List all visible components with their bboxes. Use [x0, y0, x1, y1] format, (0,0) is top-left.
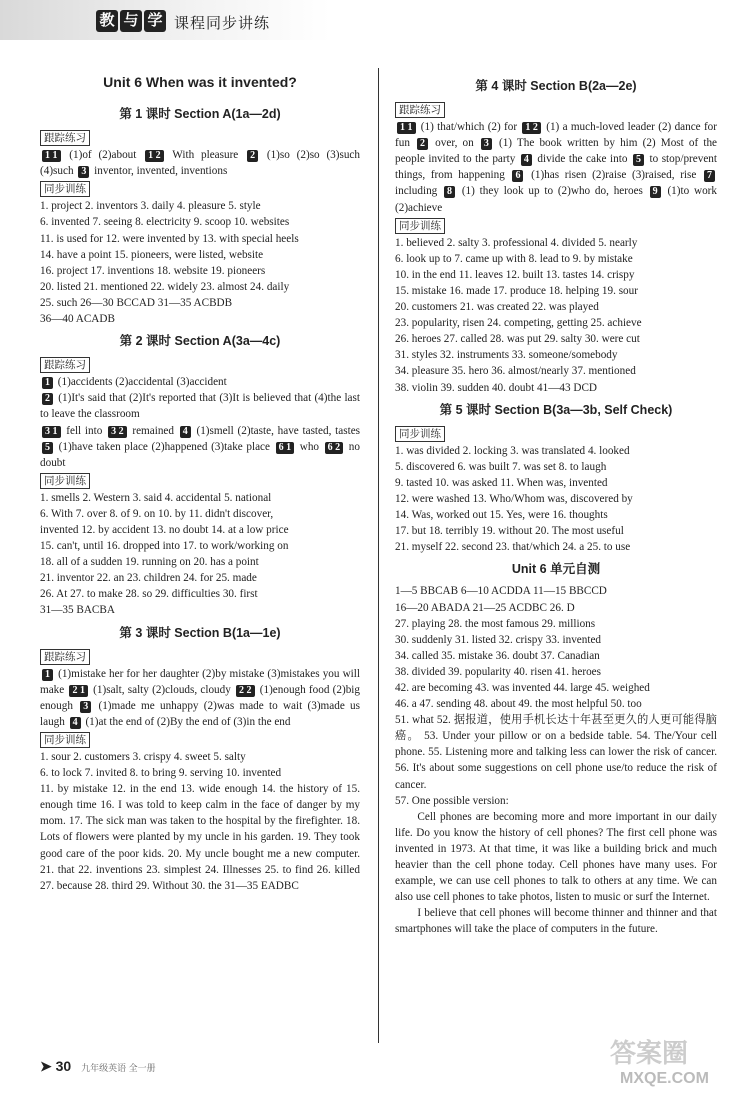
left-column	[40, 72, 360, 894]
answer-line: 1. was divided 2. locking 3. was translated 4. looked	[395, 444, 630, 457]
answer-line: 38. divided 39. popularity 40. risen 41. heroes	[395, 665, 602, 678]
question-number-badge: 3	[80, 701, 91, 713]
lesson-title: 第 1 课时 Section A(1a—2d)	[119, 107, 281, 122]
section-label-row	[395, 424, 717, 443]
answer-line: 17. but 18. terribly 19. without 20. The most useful	[395, 525, 624, 538]
answer-line: 14. Was, worked out 15. Yes, were 16. thoughts	[395, 509, 608, 522]
answer-line: 1. believed 2. salty 3. professional 4. divided 5. nearly	[395, 236, 638, 249]
answer-text: remained	[128, 424, 178, 437]
answer-line: 10. in the end 11. leaves 12. built 13. tastes 14. crispy	[395, 268, 635, 281]
answer-line: 6. invented 7. seeing 8. electricity 9. scoop 10. websites	[40, 216, 290, 229]
watermark-url: MXQE.COM	[620, 1070, 709, 1087]
answer-text: to stop/prevent things, from happening	[395, 153, 718, 182]
section-label-row	[40, 730, 360, 749]
answer-line: 57. One possible version:	[395, 794, 509, 807]
answer-line: 5. discovered 6. was built 7. was set 8. to laugh	[395, 460, 607, 473]
section-label: 同步训练	[40, 181, 90, 197]
arrow-icon: ➤	[40, 1058, 52, 1074]
question-number-badge: 1 1	[397, 122, 416, 134]
question-number-badge: 1 1	[42, 150, 61, 162]
answer-paragraph	[40, 374, 360, 390]
answer-text: (1)salt, salty (2)clouds, cloudy	[89, 683, 235, 696]
answer-line: 11. is used for 12. were invented by 13. with special heels	[40, 232, 299, 245]
answer-line: 15. can't, until 16. dropped into 17. to work/working on	[40, 540, 289, 553]
column-divider	[378, 68, 379, 1043]
lesson-title: 第 4 课时 Section B(2a—2e)	[475, 79, 637, 93]
answer-text: (1)of (2)about	[62, 149, 144, 162]
question-number-badge: 2 2	[236, 685, 255, 697]
section-label-row	[40, 647, 360, 666]
answer-line: 23. popularity, risen 24. competing, getting 25. achieve	[395, 317, 642, 330]
answer-text: no doubt	[40, 440, 360, 469]
answer-line: 38. violin 39. sudden 40. doubt 41—43 DCD	[395, 381, 597, 394]
answer-line: 21. myself 22. second 23. that/which 24. a 25. to use	[395, 541, 631, 554]
question-number-badge: 2 1	[69, 685, 88, 697]
question-number-badge: 1	[42, 377, 53, 389]
answer-paragraph	[40, 147, 360, 179]
answer-text: including	[395, 185, 443, 198]
answer-paragraph	[40, 666, 360, 730]
section-label: 同步训练	[395, 426, 445, 442]
answer-line: 1—5 BBCAB 6—10 ACDDA 11—15 BBCCD	[395, 585, 607, 598]
answer-paragraph	[40, 390, 360, 422]
question-number-badge: 2	[42, 393, 53, 405]
page-header	[0, 0, 750, 66]
footer-subtitle: 九年级英语 全一册	[81, 1063, 156, 1073]
page-number: 30	[55, 1058, 72, 1074]
section-label-row	[40, 179, 360, 198]
answer-line: 20. customers 21. was created 22. was played	[395, 301, 599, 314]
answer-line: 1. project 2. inventors 3. daily 4. pleasure 5. style	[40, 200, 261, 213]
answer-text: (1)at the end of (2)By the end of (3)in the end	[82, 715, 291, 728]
question-number-badge: 6	[512, 170, 523, 182]
question-number-badge: 3 1	[42, 426, 61, 438]
answer-text: (1)It's said that (2)It's reported that (3)It is believed that (4)the last to leave the classroom	[40, 392, 360, 421]
question-number-badge: 9	[650, 186, 661, 198]
answer-text: With pleasure	[165, 149, 246, 162]
answer-text: (1)made me unhappy (2)was made to wait (3)made us laugh	[40, 699, 360, 728]
lesson-title: Unit 6 单元自测	[511, 562, 601, 577]
brand-logo	[96, 10, 166, 32]
section-label: 同步训练	[40, 732, 90, 748]
question-number-badge: 1 2	[522, 122, 541, 134]
answer-text: fell into	[62, 424, 107, 437]
answer-paragraph	[40, 423, 360, 471]
question-number-badge: 6 2	[325, 442, 344, 454]
section-label: 跟踪练习	[40, 649, 90, 665]
question-number-badge: 5	[633, 154, 644, 166]
question-number-badge: 4	[521, 154, 532, 166]
section-label-row	[40, 471, 360, 490]
answer-text: (1)smell (2)taste, have tasted, tastes	[192, 424, 361, 437]
right-column	[395, 72, 717, 938]
lesson-title: 第 3 课时 Section B(1a—1e)	[119, 625, 281, 640]
section-label: 跟踪练习	[40, 357, 90, 373]
answer-text: (1)enough food (2)big enough	[40, 683, 360, 712]
answer-text: (1)to work (2)achieve	[395, 185, 717, 214]
section-label: 同步训练	[395, 218, 445, 234]
answer-text: divide the cake into	[533, 153, 631, 166]
answer-text: (1) The book written by him (2) Most of the people invited to the party	[395, 137, 717, 166]
answer-line: 26. At 27. to make 28. so 29. difficulties 30. first	[40, 588, 258, 601]
logo-char: 教	[96, 10, 118, 32]
answer-text: (1)has risen (2)raise (3)raised, rise	[525, 169, 703, 182]
answer-line: 15. mistake 16. made 17. produce 18. helping 19. sour	[395, 284, 638, 297]
answer-text: (1) that/which (2) for	[417, 121, 521, 134]
answer-line: 36—40 ACADB	[40, 313, 115, 326]
answer-text: over, on	[430, 137, 479, 150]
essay-paragraph: I believe that cell phones will become thinner and thinner and that smartphones will take the place of computers in the future.	[395, 907, 717, 936]
lesson-title: 第 5 课时 Section B(3a—3b, Self Check)	[439, 402, 673, 417]
answer-line: 18. all of a sudden 19. running on 20. has a point	[40, 556, 259, 569]
question-number-badge: 4	[180, 426, 191, 438]
section-label-row	[40, 128, 360, 147]
answer-line: 12. were washed 13. Who/Whom was, discovered by	[395, 492, 633, 505]
question-number-badge: 7	[704, 170, 715, 182]
answer-text: (1) a much-loved leader (2) dance for fun	[395, 121, 718, 150]
answer-line: 9. tasted 10. was asked 11. When was, invented	[395, 476, 608, 489]
answer-text: who	[296, 440, 323, 453]
answer-line: 14. have a point 15. pioneers, were listed, website	[40, 248, 264, 261]
page-footer	[40, 1058, 156, 1075]
question-number-badge: 2	[417, 138, 428, 150]
answer-line: 27. playing 28. the most famous 29. millions	[395, 617, 596, 630]
answer-line: 6. With 7. over 8. of 9. on 10. by 11. didn't discover,	[40, 507, 274, 520]
answer-line: 25. such 26—30 BCCAD 31—35 ACBDB	[40, 296, 233, 309]
answer-text: (1)mistake her for her daughter (2)by mistake (3)mistakes you will make	[40, 667, 360, 696]
answer-line: 46. a 47. sending 48. about 49. the most helpful 50. too	[395, 698, 642, 711]
answer-paragraph	[395, 712, 717, 792]
answer-line: 16—20 ABADA 21—25 ACDBC 26. D	[395, 601, 575, 614]
lesson-title: 第 2 课时 Section A(3a—4c)	[119, 334, 281, 349]
section-label-row	[40, 355, 360, 374]
answer-line: invented 12. by accident 13. no doubt 14. at a low price	[40, 523, 289, 536]
answer-text: 11. by mistake 12. in the end 13. wide enough 14. the history of 15. enough time 16. I was told to keep calm in the face of danger by my mom. 17. The sick man was taken to the hospital by the firefighter. 18. Lots of flowers were planted by my uncle in his garden. 19. They took good care of the poor kids. 20. My uncle bought me a new computer. 21. that 22. inventions 23. simplest 24. Illnesses 25. to find 26. killed 27. because 28. third 29. Without 30. the 31—35 EADBC	[40, 783, 360, 892]
question-number-badge: 2	[247, 150, 258, 162]
answer-text: (1)so (2)so (3)such (4)such	[40, 149, 360, 178]
answer-paragraph	[40, 781, 360, 894]
question-number-badge: 3	[481, 138, 492, 150]
section-label: 跟踪练习	[40, 130, 90, 146]
section-label: 跟踪练习	[395, 102, 445, 118]
answer-line: 6. to lock 7. invited 8. to bring 9. serving 10. invented	[40, 767, 282, 780]
watermark-logo: 答案圈	[610, 1038, 689, 1068]
answer-line: 26. heroes 27. called 28. was put 29. salty 30. were cut	[395, 333, 640, 346]
header-title: 课程同步讲练	[174, 14, 271, 32]
question-number-badge: 8	[444, 186, 455, 198]
answer-text: (1)have taken place (2)happened (3)take place	[55, 440, 274, 453]
section-label-row	[395, 100, 717, 119]
question-number-badge: 1	[42, 669, 53, 681]
logo-char: 学	[144, 10, 166, 32]
answer-line: 34. called 35. mistake 36. doubt 37. Canadian	[395, 649, 600, 662]
answer-line: 1. smells 2. Western 3. said 4. accidental 5. national	[40, 491, 272, 504]
essay-paragraph: Cell phones are becoming more and more important in our daily life. Do you know the history of cell phones? The first cell phone was invented in 1973. At that time, it was like a building brick and much heavier than the cell phone today. Cell phones have many uses. For example, we can use cell phones to talk to others at any time. We can also use cell phones to take photos, listen to music or surf the Internet.	[395, 810, 717, 904]
question-number-badge: 3 2	[108, 426, 127, 438]
section-label-row	[395, 216, 717, 235]
section-label: 同步训练	[40, 473, 90, 489]
answer-line: 42. are becoming 43. was invented 44. large 45. weighed	[395, 682, 650, 694]
question-number-badge: 5	[42, 442, 53, 454]
logo-char: 与	[120, 10, 142, 32]
answer-line: 31—35 BACBA	[40, 604, 115, 617]
answer-line: 20. listed 21. mentioned 22. widely 23. almost 24. daily	[40, 280, 290, 293]
question-number-badge: 4	[70, 717, 81, 729]
question-number-badge: 1 2	[145, 150, 164, 162]
answer-line: 21. inventor 22. an 23. children 24. for 25. made	[40, 572, 257, 585]
answer-text: (1)accidents (2)accidental (3)accident	[55, 376, 227, 389]
answer-line: 34. pleasure 35. hero 36. almost/nearly 37. mentioned	[395, 365, 636, 378]
answer-line: 31. styles 32. instruments 33. someone/somebody	[395, 349, 618, 362]
answer-text: inventor, invented, inventions	[91, 165, 228, 178]
answer-text: 51. what 52. 据报道，使用手机长达十年甚至更久的人更可能得脑癌。 53. Under your pillow or on a bedside table. 54. The/Your cell phone. 55. Listening more and talking less can lower the risk of cancer. 56. It's about some suggestions on cell phone use/to reduce the risk of cancer.	[395, 714, 717, 791]
question-number-badge: 3	[78, 166, 89, 178]
answer-line: 30. suddenly 31. listed 32. crispy 33. invented	[395, 633, 602, 646]
answer-text: (1) they look up to (2)who do, heroes	[457, 185, 648, 198]
answer-line: 16. project 17. inventions 18. website 19. pioneers	[40, 264, 266, 277]
answer-line: 1. sour 2. customers 3. crispy 4. sweet 5. salty	[40, 751, 246, 763]
answer-line: 6. look up to 7. came up with 8. lead to 9. by mistake	[395, 252, 633, 265]
question-number-badge: 6 1	[276, 442, 295, 454]
unit-title: Unit 6 When was it invented?	[103, 74, 297, 90]
answer-paragraph	[395, 119, 717, 216]
